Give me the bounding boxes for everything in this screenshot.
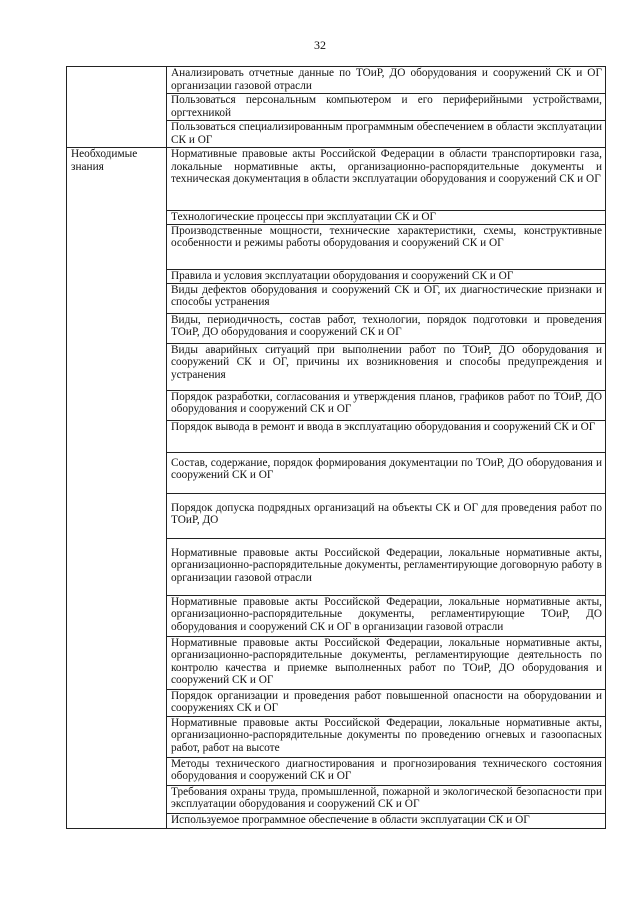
knowledge-cell: Нормативные правовые акты Российской Федерации, локальные нормативные акты, организационно-распорядительные документы, регламентирующие деятельность по контролю качества и приемке выполненных работ по ТОиР, ДО оборудования и сооружений СК и ОГ (167, 636, 606, 689)
label-cell-empty (67, 67, 167, 148)
knowledge-cell: Состав, содержание, порядок формирования документации по ТОиР, ДО оборудования и сооружений СК и ОГ (167, 452, 606, 493)
ability-cell: Анализировать отчетные данные по ТОиР, ДО оборудования и сооружений СК и ОГ организации газовой отрасли (167, 67, 606, 94)
knowledge-cell: Производственные мощности, технические характеристики, схемы, конструктивные особенности и режимы работы оборудования и сооружений СК и ОГ (167, 224, 606, 269)
knowledge-cell: Используемое программное обеспечение в области эксплуатации СК и ОГ (167, 813, 606, 828)
knowledge-cell: Виды, периодичность, состав работ, технологии, порядок подготовки и проведения ТОиР, ДО оборудования и сооружений СК и ОГ (167, 313, 606, 343)
knowledge-cell: Порядок разработки, согласования и утверждения планов, графиков работ по ТОиР, ДО оборудования и сооружений СК и ОГ (167, 390, 606, 420)
ability-cell: Пользоваться персональным компьютером и его периферийными устройствами, оргтехникой (167, 94, 606, 121)
page-number: 32 (314, 38, 326, 52)
knowledge-cell: Нормативные правовые акты Российской Федерации, локальные нормативные акты, организационно-распорядительные документы, регламентирующие ТОиР, ДО оборудования и сооружений СК и ОГ в организации газовой отрасли (167, 595, 606, 636)
knowledge-cell: Нормативные правовые акты Российской Федерации, локальные нормативные акты, организационно-распорядительные документы по проведению огневых и газоопасных работ, работ на высоте (167, 716, 606, 757)
table-row (67, 67, 606, 94)
knowledge-cell: Правила и условия эксплуатации оборудования и сооружений СК и ОГ (167, 269, 606, 283)
knowledge-cell: Порядок организации и проведения работ повышенной опасности на оборудовании и сооружениях СК и ОГ (167, 689, 606, 716)
knowledge-cell: Технологические процессы при эксплуатации СК и ОГ (167, 211, 606, 225)
table-row (67, 148, 606, 211)
knowledge-cell: Нормативные правовые акты Российской Федерации, локальные нормативные акты, организационно-распорядительные документы, регламентирующие договорную работу в организации газовой отрасли (167, 538, 606, 595)
ability-cell: Пользоваться специализированным программным обеспечением в области эксплуатации СК и ОГ (167, 121, 606, 148)
knowledge-cell: Методы технического диагностирования и прогнозирования технического состояния оборудования и сооружений СК и ОГ (167, 757, 606, 785)
knowledge-cell: Нормативные правовые акты Российской Федерации в области транспортировки газа, локальные нормативные акты, организационно-распорядительные документы и техническая документация в области эксплуатации оборудования и сооружений СК и ОГ (167, 148, 606, 211)
knowledge-cell: Порядок допуска подрядных организаций на объекты СК и ОГ для проведения работ по ТОиР, ДО (167, 493, 606, 538)
requirements-table (66, 66, 606, 829)
knowledge-cell: Порядок вывода в ремонт и ввода в эксплуатацию оборудования и сооружений СК и ОГ (167, 420, 606, 452)
knowledge-cell: Виды аварийных ситуаций при выполнении работ по ТОиР, ДО оборудования и сооружений СК и ОГ, причины их возникновения и способы предупреждения и устранения (167, 343, 606, 390)
knowledge-label: Необходимые знания (67, 148, 167, 829)
knowledge-cell: Требования охраны труда, промышленной, пожарной и экологической безопасности при эксплуатации оборудования и сооружений СК и ОГ (167, 785, 606, 813)
knowledge-cell: Виды дефектов оборудования и сооружений СК и ОГ, их диагностические признаки и способы устранения (167, 283, 606, 313)
